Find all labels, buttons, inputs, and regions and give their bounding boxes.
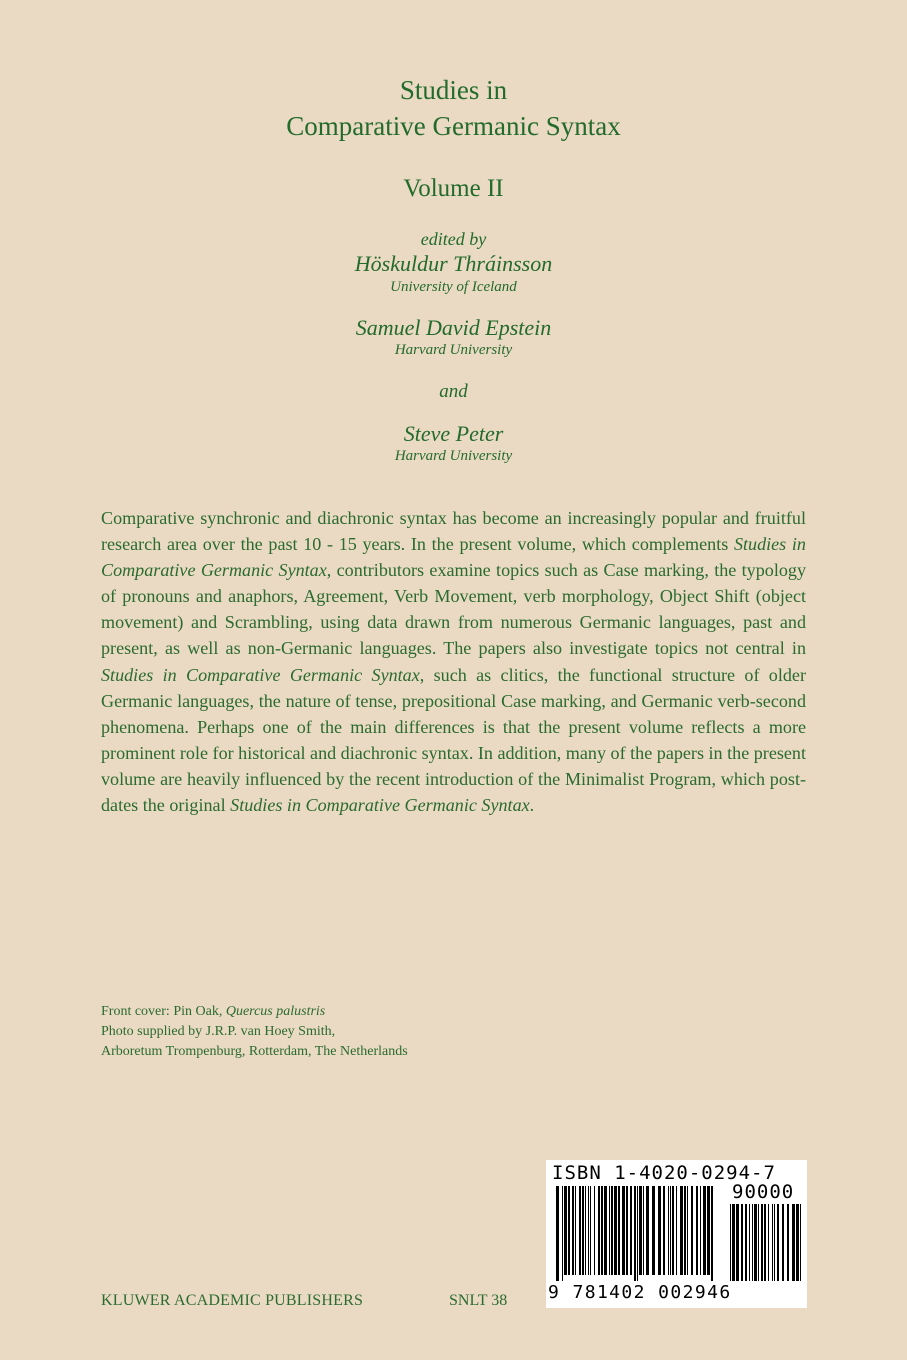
editor-3-name: Steve Peter [403, 421, 504, 446]
volume-label: Volume II [403, 175, 504, 202]
series-number: SNLT 38 [449, 1292, 508, 1309]
editor-1-affiliation: University of Iceland [390, 279, 517, 295]
barcode-bar [754, 1204, 757, 1281]
barcode-bar [736, 1204, 739, 1281]
ean-bars [556, 1186, 713, 1281]
editor-3-affiliation: Harvard University [394, 448, 513, 464]
barcode-bar [696, 1186, 698, 1275]
barcode-bar [562, 1186, 563, 1281]
barcode-bar [634, 1186, 636, 1281]
editor-2-name: Samuel David Epstein [355, 315, 552, 340]
barcode-bar [707, 1186, 710, 1275]
barcode-bar [711, 1186, 713, 1281]
barcode-bar [758, 1204, 759, 1281]
barcode-bar [609, 1186, 610, 1275]
publisher-name: KLUWER ACADEMIC PUBLISHERS [101, 1292, 364, 1309]
barcode-bar [741, 1204, 743, 1281]
barcode-bar [663, 1186, 665, 1275]
barcode-bar [680, 1186, 683, 1275]
barcode-bar [745, 1204, 747, 1281]
description-title-ref-3: Studies in Comparative Germanic Syntax [230, 795, 530, 816]
barcode-bar [579, 1186, 581, 1275]
barcode-bar [672, 1186, 674, 1275]
description-part-4: . [529, 795, 535, 816]
barcode-bar [626, 1186, 628, 1275]
barcode-bar [800, 1204, 801, 1281]
barcode-bar [761, 1204, 763, 1281]
barcode-bar [652, 1186, 655, 1275]
addon-bars [730, 1204, 801, 1281]
barcode-bar [772, 1204, 773, 1281]
barcode-bar [752, 1204, 753, 1281]
barcode-bar [594, 1186, 595, 1275]
description-title-ref-1: Studies in Comparative Germanic Syntax [101, 534, 806, 581]
barcode-bar [637, 1186, 638, 1281]
barcode-bar [792, 1204, 795, 1281]
cover-credit-line-3: Arboretum Trompenburg, Rotterdam, The Netherlands [101, 1044, 408, 1059]
barcode-bar [572, 1186, 574, 1275]
isbn-barcode [546, 1160, 807, 1308]
cover-credit-line-2: Photo supplied by J.R.P. van Hoey Smith, [101, 1024, 336, 1039]
barcode-bar [703, 1186, 706, 1275]
description-part-2: , contributors examine topics such as Case marking, the typology of pronouns and anaphors, Agreement, Verb Movement, verb morphology, Object Shift (object movement) and Scrambling, using data drawn from numerous Germanic languages, past and present, as well as non-Germanic languages. The papers also investigate topics not central in [101, 560, 806, 659]
barcode-bar [643, 1186, 644, 1275]
barcode-bar [658, 1186, 661, 1275]
barcode-bar [796, 1204, 799, 1281]
barcode-bar [575, 1186, 576, 1275]
barcode-bar [582, 1186, 584, 1275]
barcode-bar [588, 1186, 589, 1275]
ean-digits: 9 781402 002946 [548, 1282, 732, 1303]
barcode-bar [749, 1204, 750, 1281]
barcode-bar [676, 1186, 677, 1275]
barcode-bar [585, 1186, 586, 1275]
edited-by-label: edited by [420, 229, 487, 249]
price-addon-digits: 90000 [732, 1181, 795, 1203]
description-part-3: , such as clitics, the functional structure of older Germanic languages, the nature of tense, prepositional Case marking, and Germanic verb-second phenomena. Perhaps one of the main differences is that the present volume reflects a more prominent role for historical and diachronic syntax. In addition, many of the papers in the present volume are heavily influenced by the recent introduction of the Minimalist Program, which post-dates the original [101, 664, 806, 816]
barcode-bar [768, 1204, 769, 1281]
barcode-bar [670, 1186, 671, 1275]
barcode-bar [611, 1186, 613, 1275]
barcode-bar [598, 1186, 600, 1275]
barcode-bar [618, 1186, 620, 1275]
barcode-bar [556, 1186, 559, 1281]
barcode-bar [630, 1186, 632, 1275]
barcode-bar [691, 1186, 693, 1275]
editor-1-name: Höskuldur Thráinsson [354, 251, 553, 276]
barcode-bar [601, 1186, 603, 1275]
cover-credit-prefix: Front cover: Pin Oak, [101, 1004, 226, 1019]
barcode-bar [787, 1204, 789, 1281]
cover-credit-species: Quercus palustris [225, 1004, 326, 1019]
and-label: and [439, 381, 468, 402]
description-part-1: Comparative synchronic and diachronic syntax has become an increasingly popular and fruitful research area over the past 10 - 15 years. In the present volume, which complements [101, 508, 806, 555]
barcode-bar [568, 1186, 570, 1275]
barcode-bar [782, 1204, 784, 1281]
barcode-bar [622, 1186, 625, 1275]
barcode-bar [774, 1204, 775, 1281]
description-title-ref-2: Studies in Comparative Germanic Syntax [101, 664, 420, 685]
barcode-bar [732, 1204, 735, 1281]
barcode-bar [590, 1186, 591, 1275]
barcode-bar [700, 1186, 701, 1275]
editor-2-affiliation: Harvard University [394, 342, 513, 358]
book-description [101, 505, 806, 818]
barcode-bar [604, 1186, 607, 1275]
barcode-bar [564, 1186, 567, 1275]
barcode-bar [668, 1186, 669, 1275]
barcode-bar [764, 1204, 766, 1281]
book-title-line2: Comparative Germanic Syntax [286, 111, 621, 141]
cover-credit [101, 1002, 521, 1062]
barcode-bar [687, 1186, 688, 1275]
book-title-line1: Studies in [399, 75, 508, 105]
barcode-bar [614, 1186, 617, 1275]
cover-credit-line-1 [101, 1002, 521, 1022]
isbn-text: ISBN 1-4020-0294-7 [552, 1162, 776, 1184]
barcode-bar [639, 1186, 642, 1275]
barcode-bar [646, 1186, 649, 1275]
barcode-bar [730, 1204, 731, 1281]
barcode-bar [684, 1186, 686, 1275]
barcode-bar [777, 1204, 779, 1281]
